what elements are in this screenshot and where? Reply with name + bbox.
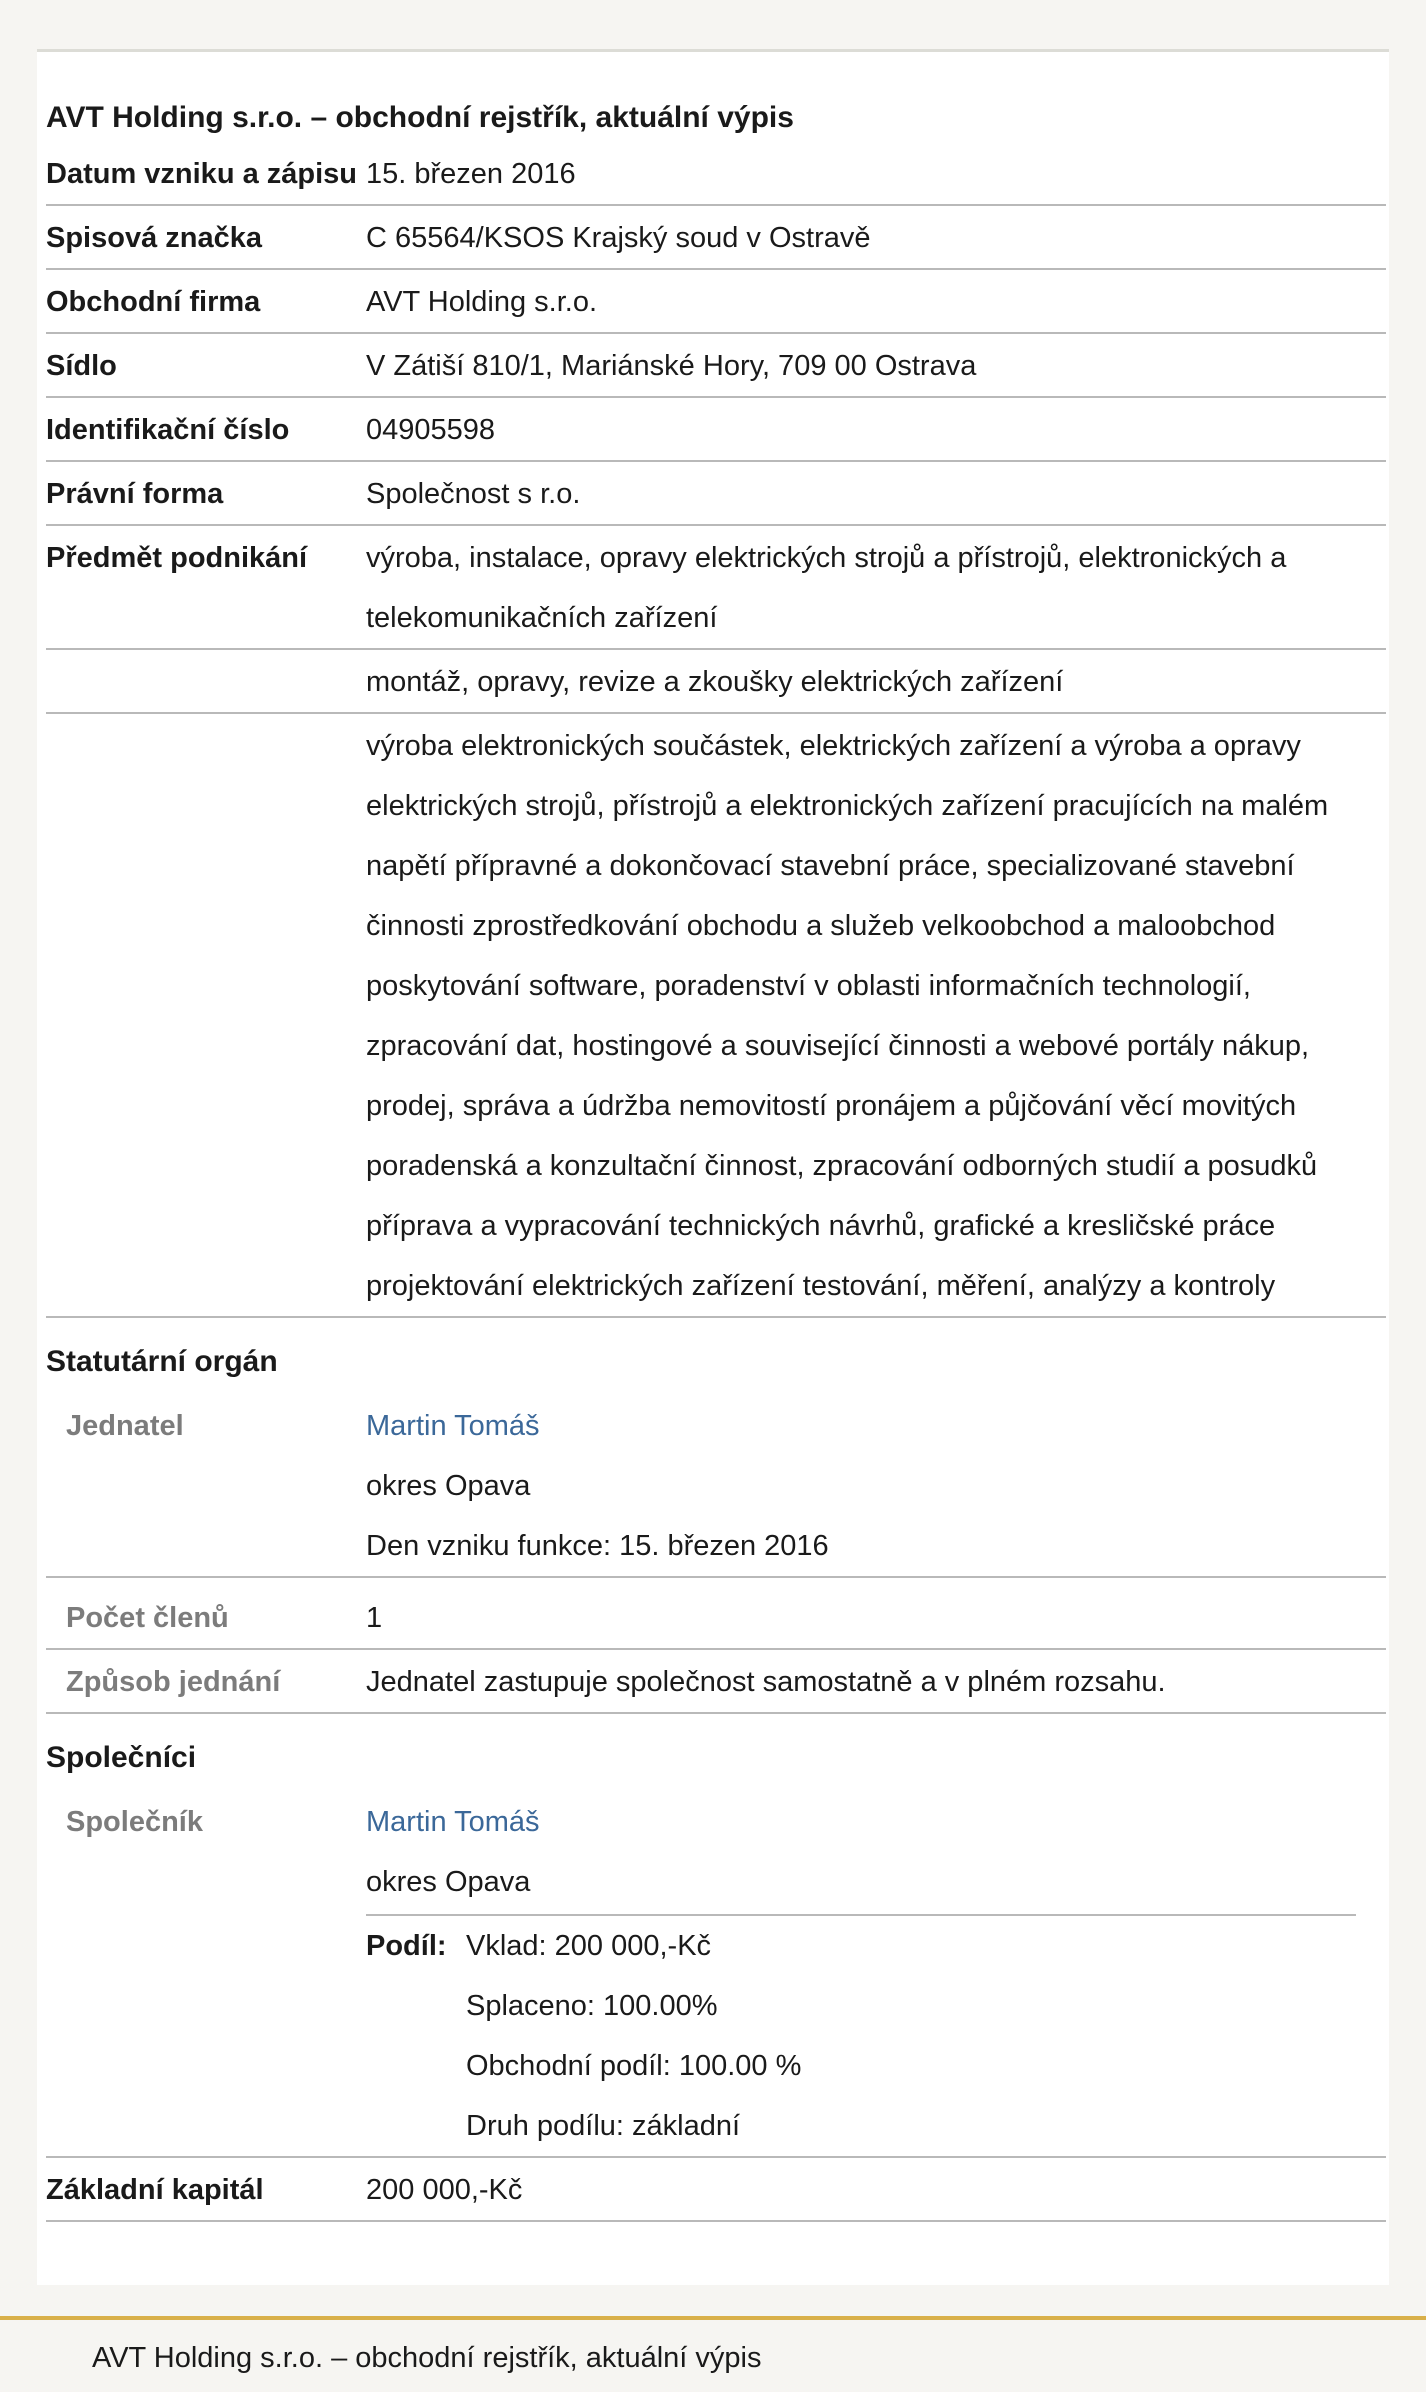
heading-statutarni-organ: Statutární orgán [46,1345,278,1378]
row-pocet-clenu [46,1578,1386,1650]
label-pocet-clenu: Počet členů [66,1602,229,1634]
page-title: AVT Holding s.r.o. – obchodní rejstřík, aktuální výpis [46,101,794,134]
jednatel-details [366,1394,1386,1576]
podil-druh: Druh podílu: základní [466,2110,741,2142]
register-extract-card [37,49,1389,2285]
label-jednatel: Jednatel [66,1410,184,1442]
podil-splaceno: Splaceno: 100.00% [466,1990,718,2022]
podil-block [366,1916,1366,2156]
value-obchodni-firma: AVT Holding s.r.o. [366,286,598,318]
label-sidlo: Sídlo [46,350,117,382]
register-extract-content [46,98,1386,2222]
row-ico [46,398,1386,462]
row-predmet-2 [46,650,1386,714]
label-spisova-znacka: Spisová značka [46,222,262,254]
row-obchodni-firma [46,270,1386,334]
value-predmet-1: výroba, instalace, opravy elektrických strojů a přístrojů, elektronických a telekomunikačních zařízení [366,542,1287,634]
row-jednatel [46,1394,1386,1578]
label-obchodni-firma: Obchodní firma [46,286,261,318]
jednatel-okres: okres Opava [366,1470,531,1502]
row-spolecnik [46,1790,1386,2158]
value-pravni-forma: Společnost s r.o. [366,478,581,510]
jednatel-name-link[interactable]: Martin Tomáš [366,1410,540,1442]
podil-label: Podíl: [366,1930,447,1962]
value-predmet-2: montáž, opravy, revize a zkoušky elektrických zařízení [366,666,1064,698]
label-datum-vzniku: Datum vzniku a zápisu [46,158,358,190]
label-empty [46,650,366,712]
value-zakladni-kapital: 200 000,-Kč [366,2174,523,2206]
row-predmet-3 [46,714,1386,1318]
spolecnik-name-link[interactable]: Martin Tomáš [366,1806,540,1838]
value-predmet-3: výroba elektronických součástek, elektrických zařízení a výroba a opravy elektrických strojů, přístrojů a elektronických zařízení pracujících na malém napětí přípravné a dokončovací stavební práce, specializované stavební činnosti zprostředkování obchodu a služeb velkoobchod a maloobchod poskytování software, poradenství v oblasti informačních technologií, zpracování dat, hostingové a související činnosti a webové portály nákup, prodej, správa a údržba nemovitostí pronájem a půjčování věcí movitých poradenská a konzultační činnost, zpracování odborných studií a posudků příprava a vypracování technických návrhů, grafické a kresličské práce projektování elektrických zařízení testování, měření, analýzy a kontroly [366,730,1329,1302]
row-pravni-forma [46,462,1386,526]
label-ico: Identifikační číslo [46,414,290,446]
row-predmet-1 [46,526,1386,650]
label-zpusob-jednani: Způsob jednání [66,1666,281,1698]
row-spisova-znacka [46,206,1386,270]
footer-title: AVT Holding s.r.o. – obchodní rejstřík, aktuální výpis [92,2342,762,2374]
value-pocet-clenu: 1 [366,1602,383,1634]
spolecnik-okres: okres Opava [366,1866,531,1898]
value-datum-vzniku: 15. březen 2016 [366,158,576,190]
heading-spolecnici: Společníci [46,1741,197,1774]
row-zpusob-jednani [46,1650,1386,1714]
value-ico: 04905598 [366,414,496,446]
row-zakladni-kapital [46,2158,1386,2222]
podil-obchodni: Obchodní podíl: 100.00 % [466,2050,802,2082]
footer-divider [0,2316,1426,2320]
label-predmet-podnikani: Předmět podnikání [46,542,308,574]
row-sidlo [46,334,1386,398]
value-spisova-znacka: C 65564/KSOS Krajský soud v Ostravě [366,222,871,254]
label-spolecnik: Společník [66,1806,203,1838]
podil-values [466,1916,801,2156]
spolecnik-details [366,1790,1386,2156]
label-empty [46,714,366,1316]
row-datum-vzniku [46,142,1386,206]
label-pravni-forma: Právní forma [46,478,224,510]
podil-vklad: Vklad: 200 000,-Kč [466,1930,712,1962]
value-zpusob-jednani: Jednatel zastupuje společnost samostatně a v plném rozsahu. [366,1666,1166,1698]
label-zakladni-kapital: Základní kapitál [46,2174,264,2206]
jednatel-den-vzniku-funkce: Den vzniku funkce: 15. březen 2016 [366,1530,829,1562]
value-sidlo: V Zátiší 810/1, Mariánské Hory, 709 00 Ostrava [366,350,977,382]
